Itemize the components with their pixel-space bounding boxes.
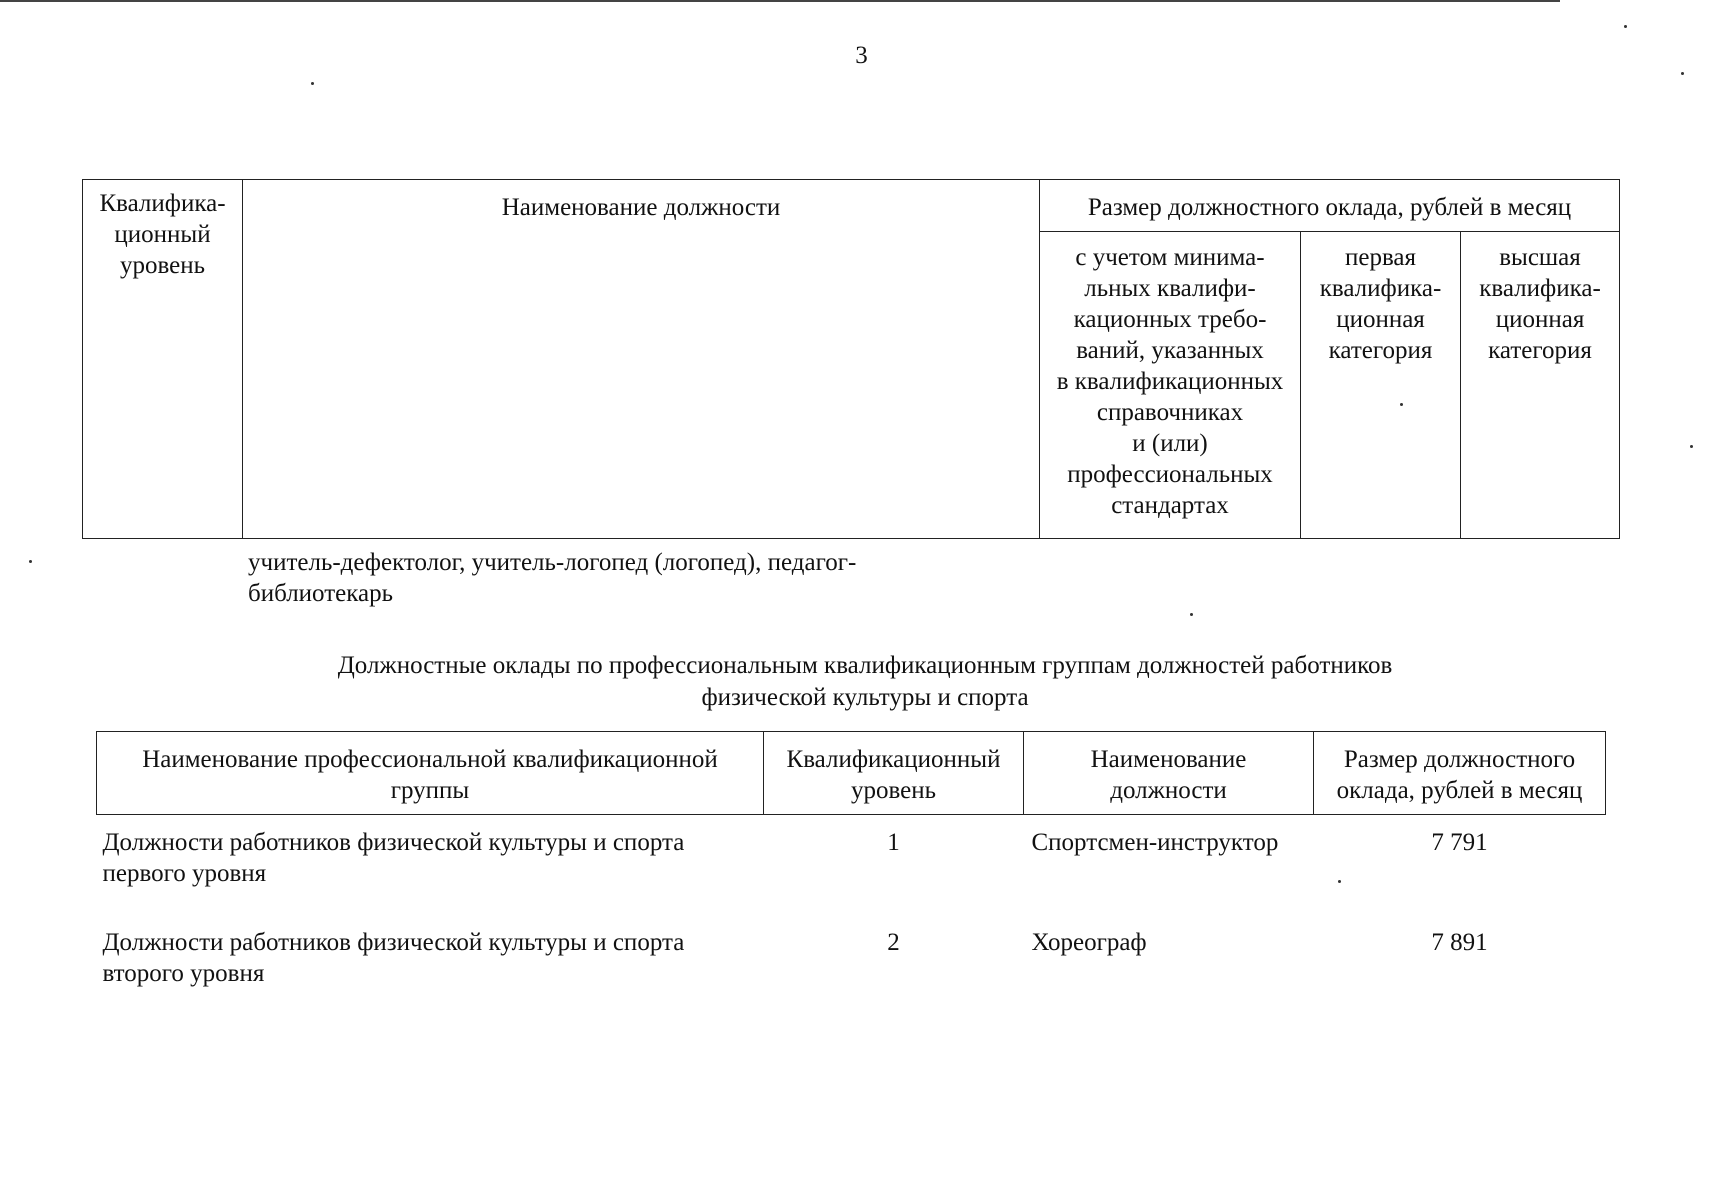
table-row [97, 815, 1606, 916]
position-name-cell: Хореограф [1031, 929, 1147, 956]
salary-cell: 7 791 [1431, 829, 1488, 856]
salary-cell: 7 891 [1431, 929, 1488, 956]
group-name-cell: Должности работников физической культуры и спорта второго уровня [102, 929, 685, 987]
section-heading-line: физической культуры и спорта [701, 684, 1029, 711]
table-row [97, 915, 1606, 1015]
position-name-header: Наименование должности [1024, 732, 1314, 815]
qual-level-header: Квалифика- ционный уровень [83, 180, 243, 539]
salary-first-category-header: первая квалифика- ционная категория [1301, 232, 1461, 539]
salary-table-header [82, 179, 1620, 539]
salary-group-header: Размер должностного оклада, рублей в месяц [1040, 180, 1620, 232]
scan-speck [311, 82, 314, 85]
qual-level-cell: 2 [887, 929, 900, 956]
salary-min-requirements-header: с учетом минима- льных квалифи- кационных требо- ваний, указанных в квалификационных справочниках и (или) профессиональных стандартах [1040, 232, 1301, 539]
qual-level-cell: 1 [887, 829, 900, 856]
scan-speck [1681, 72, 1684, 75]
scan-speck [29, 560, 32, 563]
continued-position-text: учитель-дефектолог, учитель-логопед (логопед), педагог- библиотекарь [248, 549, 857, 607]
section-heading [200, 650, 1530, 714]
salary-highest-category-header: высшая квалифика- ционная категория [1461, 232, 1620, 539]
page-number: 3 [855, 42, 868, 69]
section-heading-line: Должностные оклады по профессиональным квалификационным группам должностей работников [337, 652, 1393, 679]
group-name-header: Наименование профессиональной квалификационной группы [97, 732, 764, 815]
sports-salary-table [96, 731, 1606, 1015]
scan-edge-line [0, 0, 1560, 2]
scan-speck [1690, 445, 1693, 448]
position-name-cell: Спортсмен-инструктор [1031, 829, 1279, 856]
group-name-cell: Должности работников физической культуры и спорта первого уровня [102, 829, 685, 887]
position-name-header: Наименование должности [243, 180, 1040, 539]
scan-speck [1190, 613, 1193, 616]
qual-level-header: Квалификационный уровень [764, 732, 1024, 815]
salary-header: Размер должностного оклада, рублей в месяц [1314, 732, 1606, 815]
scan-speck [1624, 25, 1627, 28]
